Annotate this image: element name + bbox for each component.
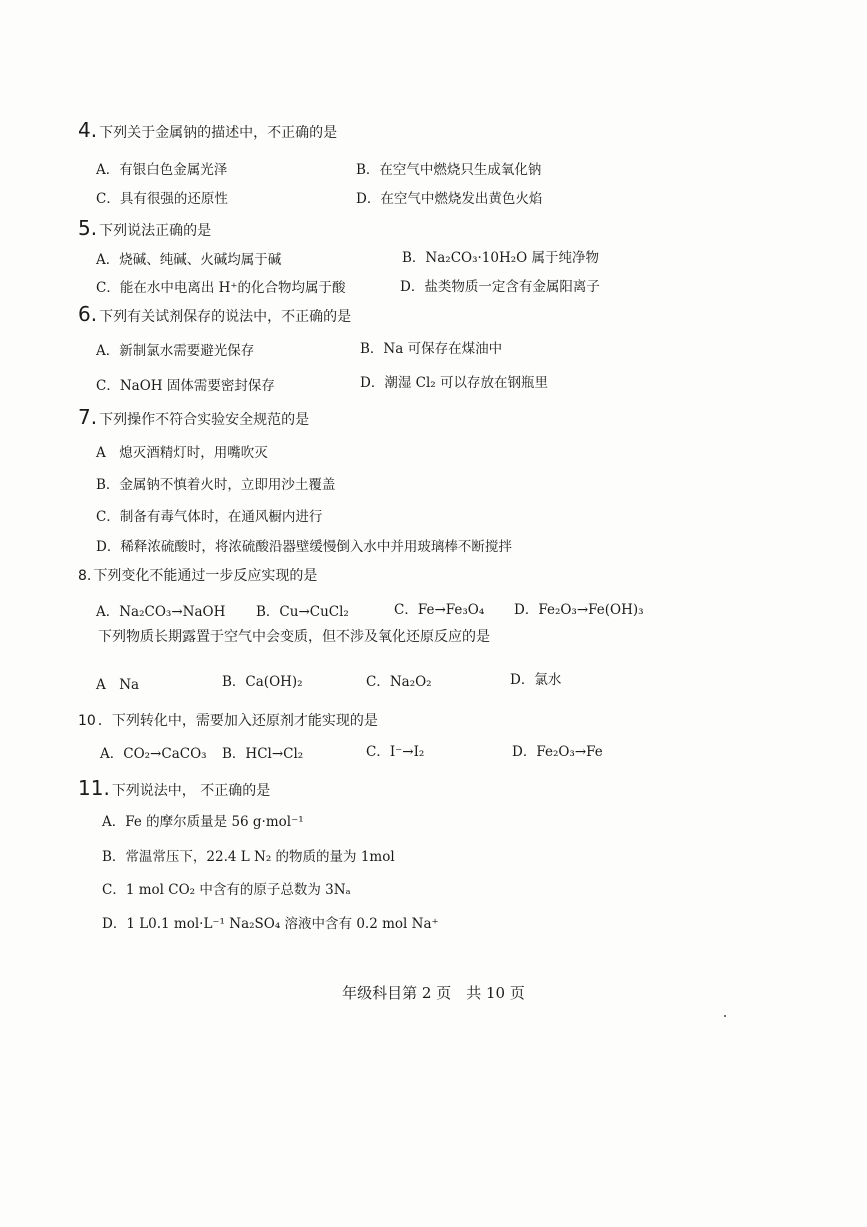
option-a: A．有银白色金属光泽 — [96, 162, 228, 178]
option-a: A Na — [96, 677, 140, 693]
question-text: 下列操作不符合实验安全规范的是 — [99, 412, 310, 428]
question-10 — [78, 710, 378, 730]
question-number: 4. — [78, 118, 98, 142]
option-a: A．Fe 的摩尔质量是 56 g·mol⁻¹ — [102, 814, 304, 830]
option-d: D．氯水 — [510, 672, 562, 688]
option-b: B．金属钠不慎着火时，立即用沙土覆盖 — [96, 477, 336, 493]
option-b: B．Ca(OH)₂ — [222, 674, 303, 690]
question-number: 6. — [78, 302, 98, 326]
question-7 — [78, 405, 309, 429]
option-c: C．制备有毒气体时，在通风橱内进行 — [96, 509, 323, 525]
question-number: 8. — [78, 568, 92, 584]
option-d: D．稀释浓硫酸时，将浓硫酸沿器壁缓慢倒入水中并用玻璃棒不断搅拌 — [96, 539, 512, 555]
option-a: A．新制氯水需要避光保存 — [96, 343, 255, 359]
option-c: C．具有很强的还原性 — [96, 191, 228, 207]
option-a: A．Na₂CO₃→NaOH — [96, 604, 226, 620]
option-b: B．常温常压下，22.4 L N₂ 的物质的量为 1mol — [102, 849, 395, 865]
option-c: C．I⁻→I₂ — [366, 744, 425, 760]
question-text: 下列变化不能通过一步反应实现的是 — [93, 568, 318, 584]
question-text: 下列有关试剂保存的说法中，不正确的是 — [99, 309, 352, 325]
option-c: C．Fe→Fe₃O₄ — [394, 602, 485, 618]
option-c: C．1 mol CO₂ 中含有的原子总数为 3Nₐ — [102, 882, 351, 898]
question-text: 下列关于金属钠的描述中，不正确的是 — [99, 125, 338, 141]
scan-speck — [724, 1015, 726, 1017]
option-b: B．Cu→CuCl₂ — [256, 604, 349, 620]
question-6 — [78, 302, 351, 326]
option-d: D．Fe₂O₃→Fe — [512, 744, 603, 760]
question-5 — [78, 216, 211, 240]
option-b: B．Na 可保存在煤油中 — [360, 341, 503, 357]
option-d: D．潮湿 Cl₂ 可以存放在钢瓶里 — [360, 375, 548, 391]
question-4 — [78, 118, 337, 142]
question-number: 10 — [78, 713, 96, 729]
option-d: D．Fe₂O₃→Fe(OH)₃ — [514, 602, 644, 618]
option-b: B．在空气中燃烧只生成氧化钠 — [356, 162, 542, 178]
option-a: A．CO₂→CaCO₃ — [100, 746, 207, 762]
option-b: B．Na₂CO₃·10H₂O 属于纯净物 — [402, 250, 600, 266]
question-text: 下列说法中， 不正确的是 — [111, 783, 271, 799]
question-8 — [78, 565, 317, 585]
option-c: C．Na₂O₂ — [366, 674, 432, 690]
question-text: 下列说法正确的是 — [99, 223, 212, 239]
option-a: A．烧碱、纯碱、火碱均属于碱 — [96, 252, 282, 268]
option-c: C．能在水中电离出 H⁺的化合物均属于酸 — [96, 280, 346, 296]
option-d: D．1 L0.1 mol·L⁻¹ Na₂SO₄ 溶液中含有 0.2 mol Na⁺ — [102, 916, 439, 932]
question-number: 7. — [78, 405, 98, 429]
question-text: 下列物质长期露置于空气中会变质，但不涉及氧化还原反应的是 — [98, 629, 490, 645]
option-d: D．在空气中燃烧发出黄色火焰 — [356, 191, 543, 207]
option-b: B．HCl→Cl₂ — [222, 746, 304, 762]
option-c: C．NaOH 固体需要密封保存 — [96, 378, 275, 394]
question-9 — [96, 626, 490, 646]
page-footer: 年级科目第 2 页 共 10 页 — [342, 984, 525, 1002]
question-11 — [78, 776, 270, 800]
question-number: 5. — [78, 216, 98, 240]
option-a: A 熄灭酒精灯时，用嘴吹灭 — [96, 445, 268, 461]
question-text: ．下列转化中，需要加入还原剂才能实现的是 — [97, 713, 378, 729]
question-number: 11. — [78, 776, 110, 800]
option-d: D．盐类物质一定含有金属阳离子 — [400, 279, 600, 295]
